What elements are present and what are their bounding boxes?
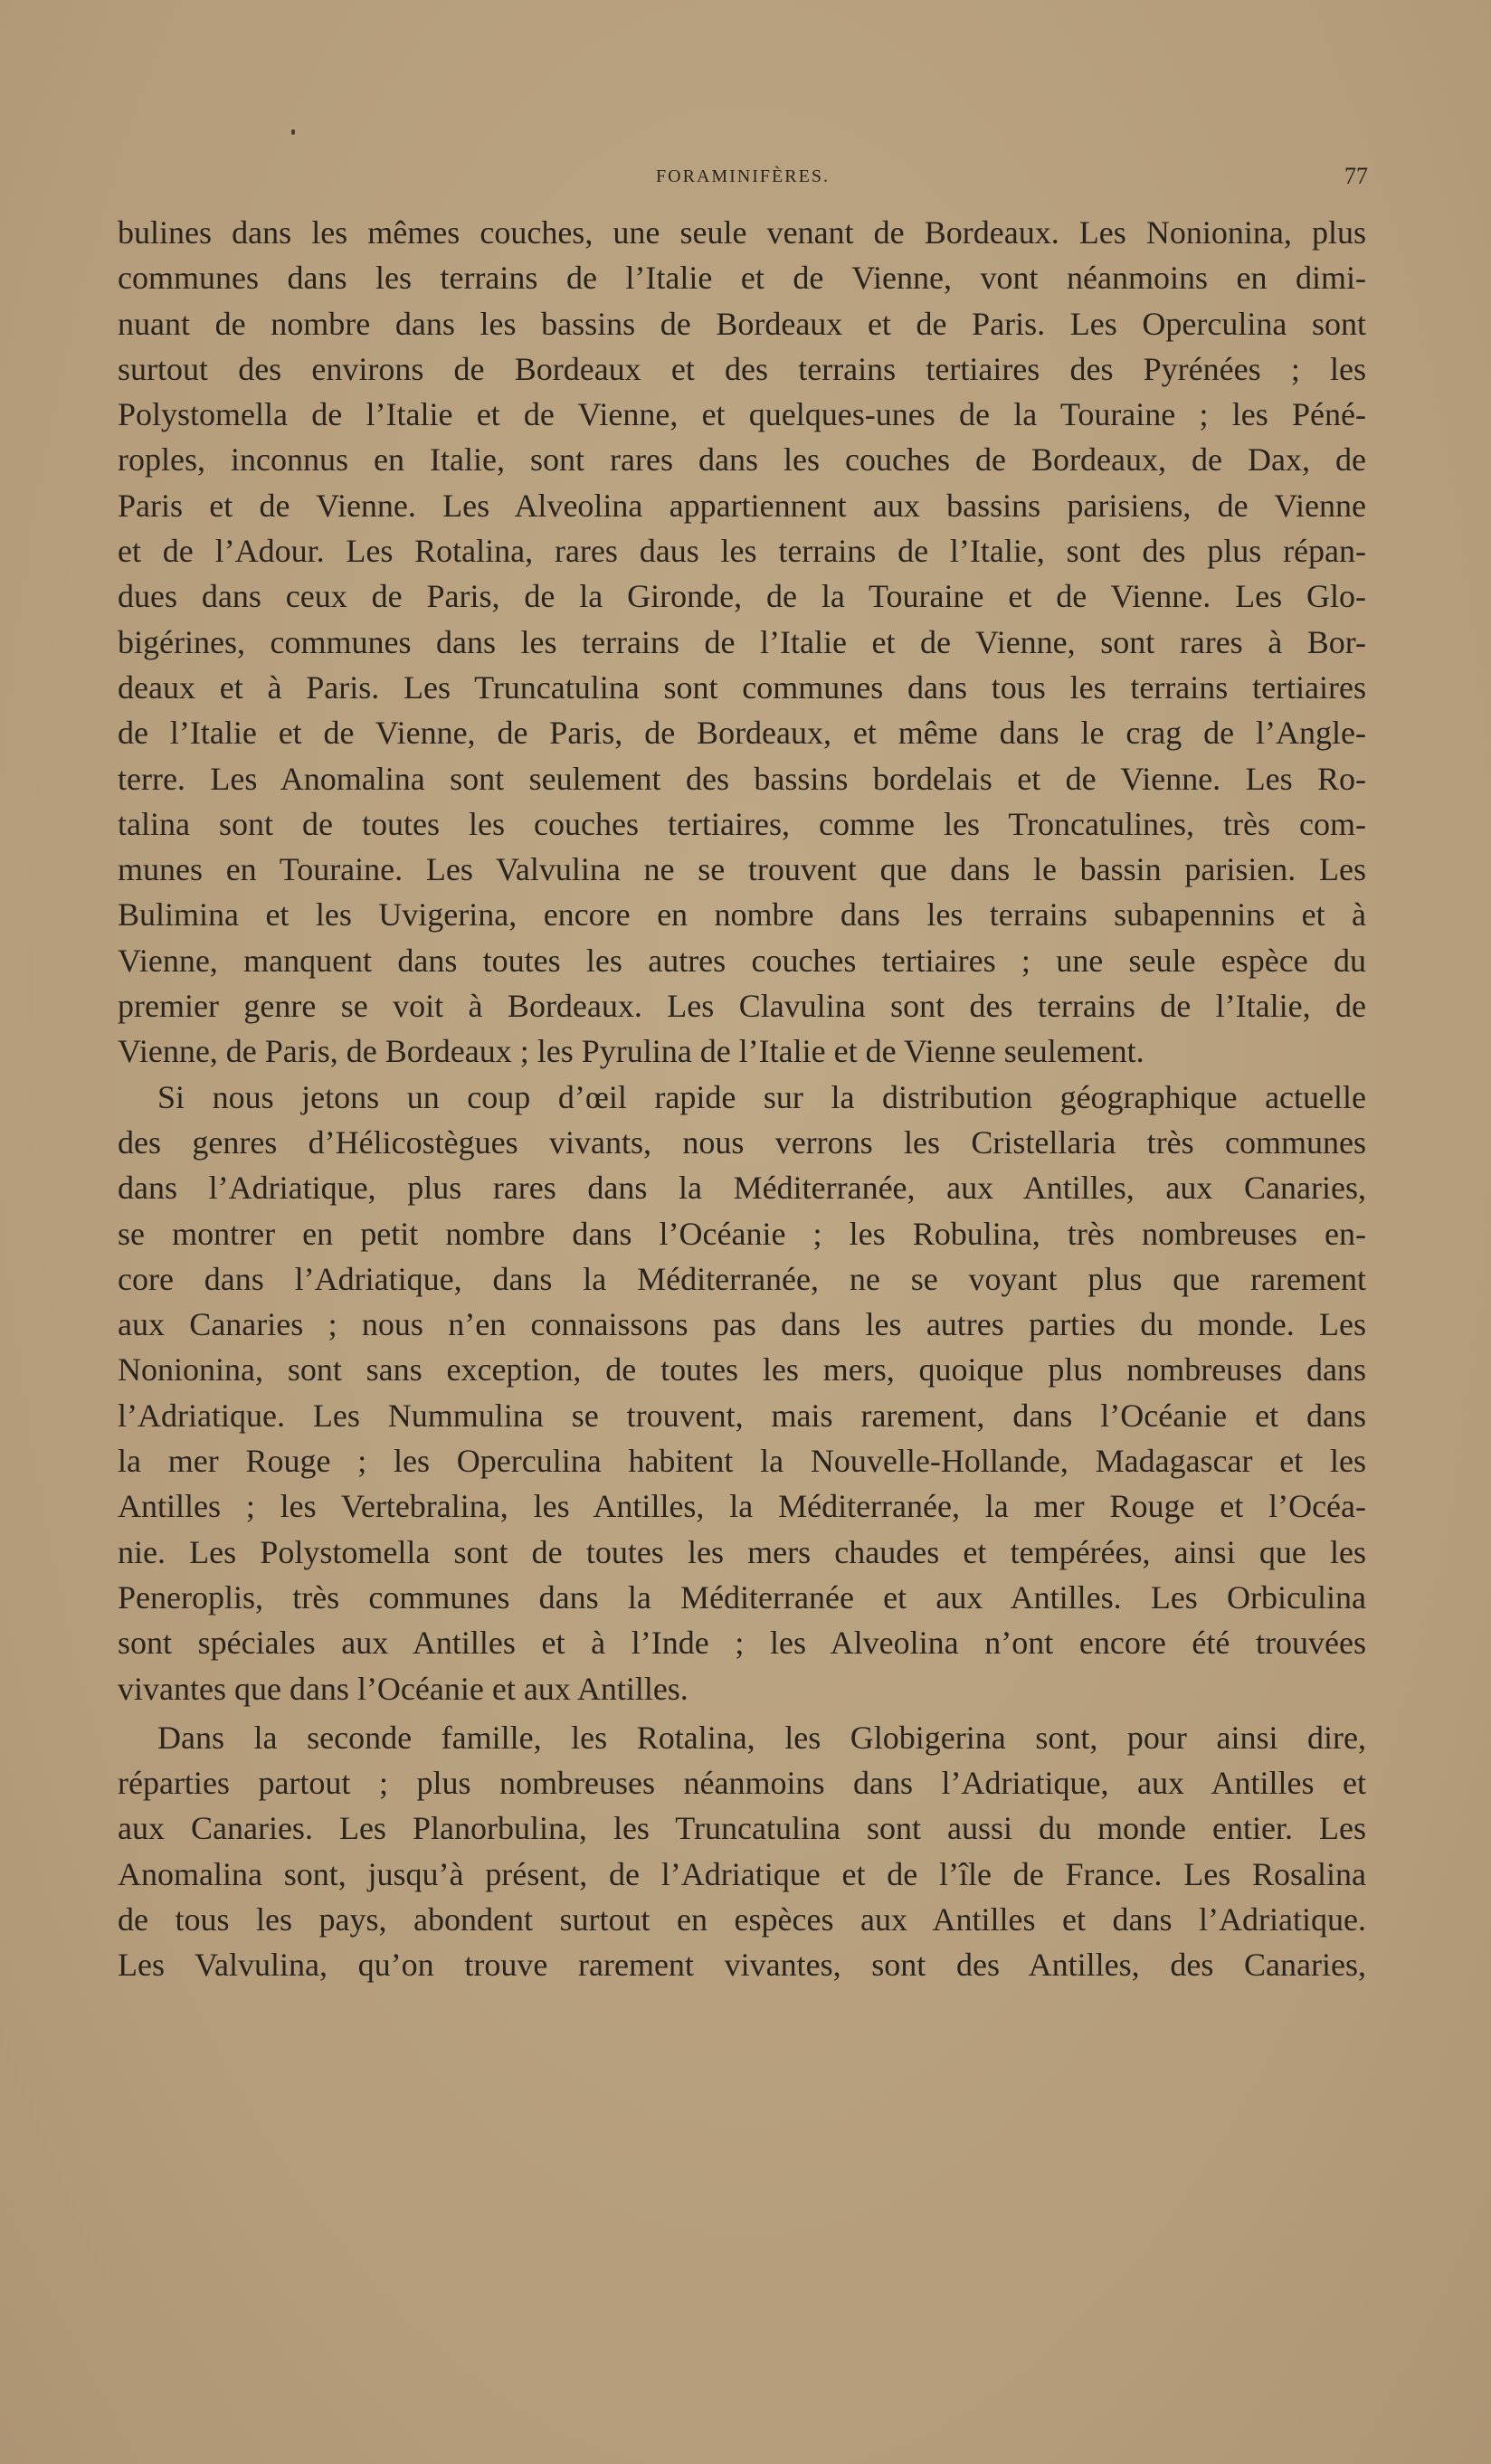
text-line: Nonionina, sont sans exception, de toutes les mers, quoique plus nombreuses dans [118,1351,1366,1388]
text-line: Si nous jetons un coup d’œil rapide sur la distribution géographique actuelle [157,1078,1366,1115]
text-line: dans l’Adriatique, plus rares dans la Méditerranée, aux Antilles, aux Canaries, [118,1170,1366,1207]
text-line: roples, inconnus en Italie, sont rares dans les couches de Bordeaux, de Dax, de [118,441,1366,479]
text-line: aux Canaries ; nous n’en connaissons pas dans les autres parties du monde. Les [118,1306,1366,1343]
text-line: Bulimina et les Uvigerina, encore en nombre dans les terrains subapennins et à [118,896,1366,933]
text-line: bigérines, communes dans les terrains de l’Italie et de Vienne, sont rares à Bor- [118,623,1366,660]
text-line: Polystomella de l’Italie et de Vienne, et quelques-unes de la Touraine ; les Péné- [118,396,1366,433]
text-line: sont spéciales aux Antilles et à l’Inde ; les Alveolina n’ont encore été trouvées [118,1625,1366,1662]
text-line: la mer Rouge ; les Operculina habitent la Nouvelle-Hollande, Madagascar et les [118,1443,1366,1480]
text-line: terre. Les Anomalina sont seulement des bassins bordelais et de Vienne. Les Ro- [118,760,1366,797]
text-line: de l’Italie et de Vienne, de Paris, de Bordeaux, et même dans le crag de l’Angle- [118,715,1366,752]
text-line: talina sont de toutes les couches tertiaires, comme les Troncatulines, très com- [118,805,1366,842]
text-line: Les Valvulina, qu’on trouve rarement vivantes, sont des Antilles, des Canaries, [118,1947,1366,1984]
running-title: FORAMINIFÈRES. [656,166,830,186]
text-line: Antilles ; les Vertebralina, les Antilles, la Méditerranée, la mer Rouge et l’Océa- [118,1488,1366,1525]
text-line: des genres d’Hélicostègues vivants, nous verrons les Cristellaria très communes [118,1123,1366,1161]
text-line: l’Adriatique. Les Nummulina se trouvent, mais rarement, dans l’Océanie et dans [118,1397,1366,1434]
text-line: dues dans ceux de Paris, de la Gironde, de la Touraine et de Vienne. Les Glo- [118,578,1366,615]
text-line: core dans l’Adriatique, dans la Méditerranée, ne se voyant plus que rarement [118,1260,1366,1297]
text-line: communes dans les terrains de l’Italie et de Vienne, vont néanmoins en dimi- [118,260,1366,297]
text-line: aux Canaries. Les Planorbulina, les Truncatulina sont aussi du monde entier. Les [118,1810,1366,1847]
text-line: et de l’Adour. Les Rotalina, rares daus les terrains de l’Italie, sont des plus répan- [118,533,1366,570]
text-line: premier genre se voit à Bordeaux. Les Clavulina sont des terrains de l’Italie, de [118,988,1366,1025]
paragraph-2 [118,1075,1366,1711]
text-line: se montrer en petit nombre dans l’Océanie ; les Robulina, très nombreuses en- [118,1215,1366,1252]
text-line: Vienne, de Paris, de Bordeaux ; les Pyrulina de l’Italie et de Vienne seulement. [118,1033,1144,1070]
text-line: nie. Les Polystomella sont de toutes les mers chaudes et tempérées, ainsi que les [118,1533,1366,1570]
text-line: nuant de nombre dans les bassins de Bordeaux et de Paris. Les Operculina sont [118,305,1366,342]
text-line: surtout des environs de Bordeaux et des terrains tertiaires des Pyrénées ; les [118,350,1366,387]
text-line: Peneroplis, très communes dans la Méditerranée et aux Antilles. Les Orbiculina [118,1578,1366,1616]
text-line: vivantes que dans l’Océanie et aux Antilles. [118,1670,689,1707]
text-line: deaux et à Paris. Les Truncatulina sont communes dans tous les terrains tertiaires [118,668,1366,706]
text-line: munes en Touraine. Les Valvulina ne se trouvent que dans le bassin parisien. Les [118,851,1366,888]
text-line: bulines dans les mêmes couches, une seule venant de Bordeaux. Les Nonionina, plus [118,214,1366,251]
ink-speck [291,129,295,135]
text-line: Anomalina sont, jusqu’à présent, de l’Adriatique et de l’île de France. Les Rosalina [118,1855,1366,1892]
text-line: de tous les pays, abondent surtout en espèces aux Antilles et dans l’Adriatique. [118,1900,1366,1938]
paragraph-3 [118,1715,1366,1988]
text-line: Paris et de Vienne. Les Alveolina appartiennent aux bassins parisiens, de Vienne [118,487,1366,524]
page-header [118,163,1368,194]
body-text [118,210,1366,1988]
page-number: 77 [1344,163,1368,189]
paragraph-1 [118,210,1366,1075]
text-line: réparties partout ; plus nombreuses néanmoins dans l’Adriatique, aux Antilles et [118,1765,1366,1802]
text-line: Dans la seconde famille, les Rotalina, les Globigerina sont, pour ainsi dire, [157,1719,1366,1756]
text-line: Vienne, manquent dans toutes les autres couches tertiaires ; une seule espèce du [118,942,1366,979]
